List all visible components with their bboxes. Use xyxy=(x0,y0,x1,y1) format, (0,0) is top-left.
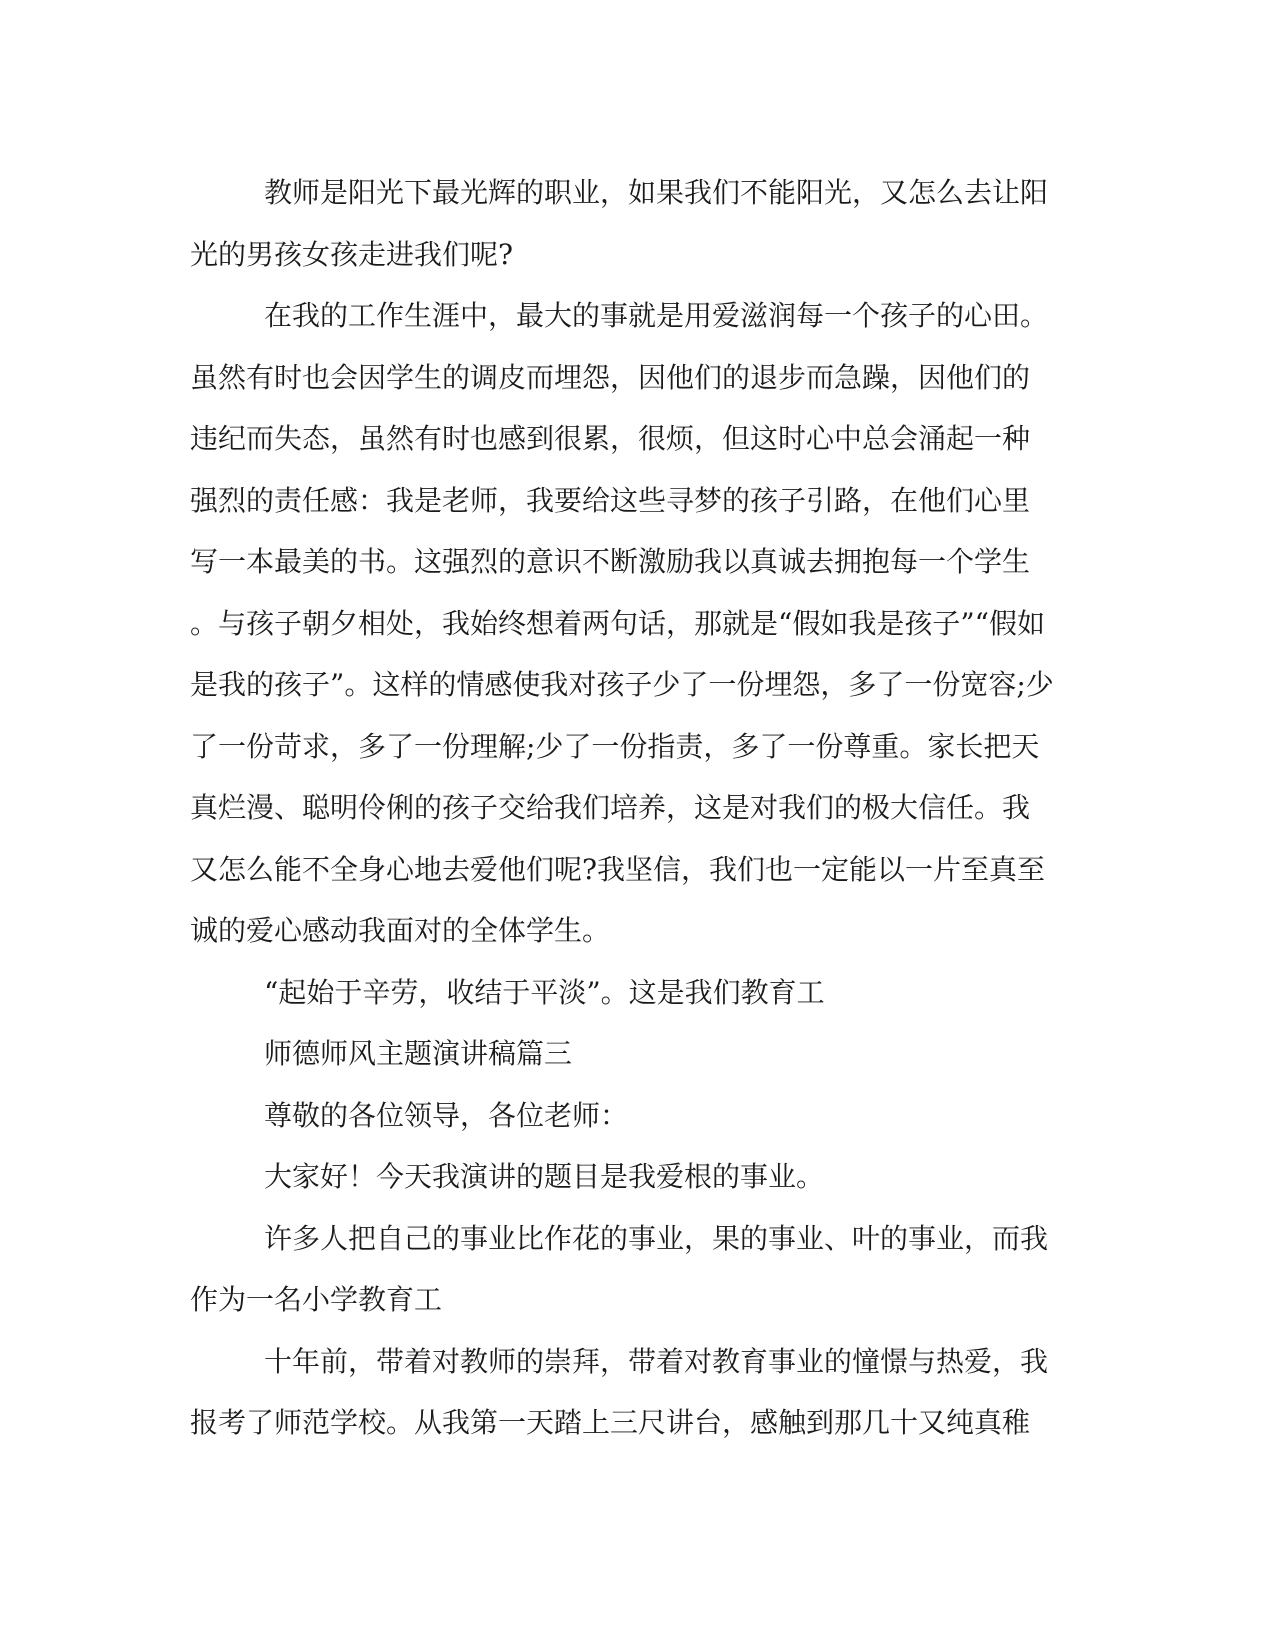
text-line: 教师是阳光下最光辉的职业，如果我们不能阳光，又怎么去让阳 xyxy=(264,176,1049,209)
text-line: 诚的爱心感动我面对的全体学生。 xyxy=(190,914,611,947)
text-line: 是我的孩子”。这样的情感使我对孩子少了一份埋怨，多了一份宽容;少 xyxy=(190,668,1054,701)
text-line: 。与孩子朝夕相处，我始终想着两句话，那就是“假如我是孩子”“假如 xyxy=(190,606,1045,640)
text-line: “起始于辛劳，收结于平淡”。这是我们教育工 xyxy=(264,975,825,1009)
text-line: 真烂漫、聪明伶俐的孩子交给我们培养，这是对我们的极大信任。我 xyxy=(190,791,1031,824)
text-line: 报考了师范学校。从我第一天踏上三尺讲台，感触到那几十又纯真稚 xyxy=(190,1406,1031,1439)
text-line: 作为一名小学教育工 xyxy=(190,1283,443,1316)
text-line: 光的男孩女孩走进我们呢? xyxy=(190,237,514,271)
text-line: 违纪而失态，虽然有时也感到很累，很烦，但这时心中总会涌起一种 xyxy=(190,422,1031,455)
text-line: 十年前，带着对教师的崇拜，带着对教育事业的憧憬与热爱，我 xyxy=(264,1344,1049,1378)
text-line: 强烈的责任感：我是老师，我要给这些寻梦的孩子引路，在他们心里 xyxy=(190,483,1031,517)
text-line: 写一本最美的书。这强烈的意识不断激励我以真诚去拥抱每一个学生 xyxy=(190,545,1031,578)
text-line: 又怎么能不全身心地去爱他们呢?我坚信，我们也一定能以一片至真至 xyxy=(190,852,1046,886)
section-heading: 师德师风主题演讲稿篇三 xyxy=(264,1037,573,1070)
greeting: 大家好！今天我演讲的题目是我爱根的事业。 xyxy=(264,1160,825,1193)
document-body xyxy=(190,162,1090,1454)
text-line: 了一份苛求，多了一份理解;少了一份指责，多了一份尊重。家长把天 xyxy=(190,729,1040,763)
salutation: 尊敬的各位领导，各位老师： xyxy=(264,1098,629,1132)
text-line: 在我的工作生涯中，最大的事就是用爱滋润每一个孩子的心田。 xyxy=(264,299,1049,332)
text-line: 许多人把自己的事业比作花的事业，果的事业、叶的事业，而我 xyxy=(264,1221,1049,1255)
text-line: 虽然有时也会因学生的调皮而埋怨，因他们的退步而急躁，因他们的 xyxy=(190,360,1031,394)
